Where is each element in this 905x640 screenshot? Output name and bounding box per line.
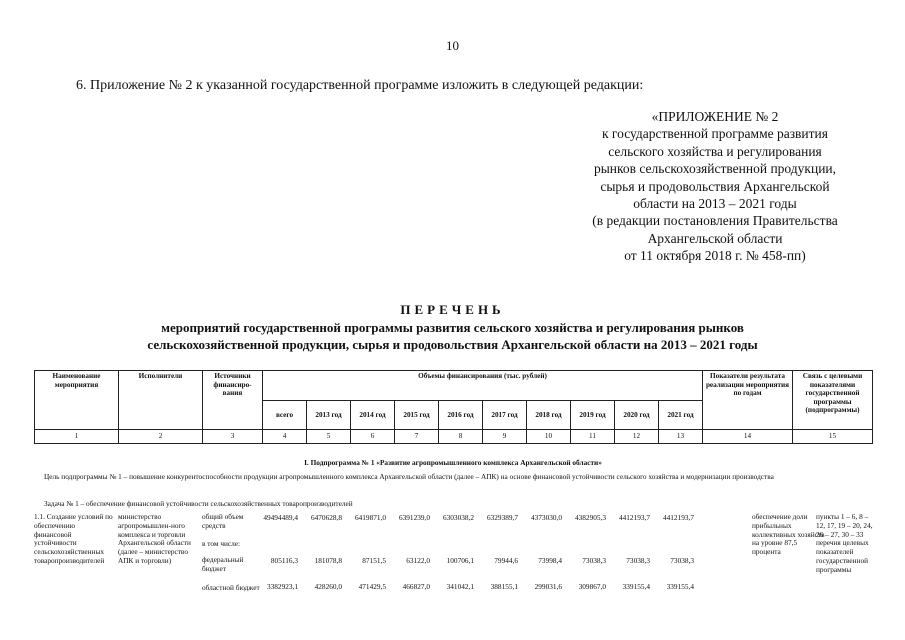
header-volumes: Объемы финансирования (тыс. рублей): [263, 371, 703, 401]
value-cell: 4412193,7: [618, 513, 650, 522]
column-number: 14: [703, 430, 793, 444]
source-total-label: общий объем средств: [202, 512, 244, 530]
subtitle-line: мероприятий государственной программы развития сельского хозяйства и регулирования рынков: [161, 320, 744, 335]
value-cell: 73038,3: [670, 556, 694, 565]
value-cell: 299031,6: [534, 582, 562, 591]
value-cell: 466827,0: [402, 582, 430, 591]
header-year: всего: [263, 400, 307, 430]
value-cell: 4382905,3: [574, 513, 606, 522]
header-name: Наименование мероприятия: [35, 371, 119, 430]
appendix-line: сырья и продовольствия Архангельской: [600, 178, 830, 194]
column-number: 12: [615, 430, 659, 444]
header-year: 2021 год: [659, 400, 703, 430]
measures-table: [34, 370, 873, 444]
column-number: 1: [35, 430, 119, 444]
appendix-header: [545, 108, 885, 265]
source-regional-label: областной бюджет: [202, 583, 260, 592]
page-number: 10: [446, 38, 459, 53]
column-number: 11: [571, 430, 615, 444]
subprogram-goal: Цель подпрограммы № 1 – повышение конкурентоспособности продукции агропромышленного комплекса Архангельской области (далее – АПК) на основе финансовой устойчивости сельского хозяйства и модернизации производства: [44, 472, 774, 481]
column-number: 5: [307, 430, 351, 444]
appendix-line: «ПРИЛОЖЕНИЕ № 2: [651, 109, 779, 124]
value-cell: 309867,0: [578, 582, 606, 591]
header-year: 2018 год: [527, 400, 571, 430]
value-cell: 4412193,7: [662, 513, 694, 522]
value-cell: 181078,8: [314, 556, 342, 565]
appendix-line: сельского хозяйства и регулирования: [608, 143, 822, 159]
header-year: 2015 год: [395, 400, 439, 430]
header-indicators: Показатели результата реализации мероприятия по годам: [703, 371, 793, 430]
column-number: 6: [351, 430, 395, 444]
column-number: 3: [203, 430, 263, 444]
column-number: 9: [483, 430, 527, 444]
value-cell: 339155,4: [622, 582, 650, 591]
appendix-line: (в редакции постановления Правительства: [592, 213, 838, 229]
measure-executor: министерство агропромышлен-ного комплекса и торговли Архангельской области (далее – министерство АПК и торговли): [118, 512, 191, 565]
appendix-line: к государственной программе развития: [602, 126, 828, 142]
value-cell: 6329389,7: [486, 513, 518, 522]
header-year: 2019 год: [571, 400, 615, 430]
value-cell: 73038,3: [582, 556, 606, 565]
column-number: 2: [119, 430, 203, 444]
value-cell: 805116,3: [270, 556, 298, 565]
task-heading: Задача № 1 – обеспечение финансовой устойчивости сельскохозяйственных товаропроизводителей: [44, 499, 353, 508]
value-cell: 73038,3: [626, 556, 650, 565]
measure-name: 1.1. Создание условий по обеспечению финансовой устойчивости сельскохозяйственных товаропроизводителей: [34, 512, 113, 565]
column-number: 13: [659, 430, 703, 444]
header-sources: Источники финансиро-вания: [203, 371, 263, 430]
target-link: пункты 1 – 6, 8 – 12, 17, 19 – 20, 24, 26 – 27, 30 – 33 перечня целевых показателей государственной программы: [816, 512, 873, 574]
appendix-line: от 11 октября 2018 г. № 458-пп): [624, 248, 806, 264]
value-cell: 6303038,2: [442, 513, 474, 522]
value-cell: 3382923,1: [266, 582, 298, 591]
subtitle-line: сельскохозяйственной продукции, сырья и продовольствия Архангельской области на 2013 – 2021 годы: [147, 336, 758, 352]
result-indicator: обеспечение доли прибыльных коллективных хозяйств на уровне 87,5 процента: [752, 512, 825, 557]
value-cell: 63122,0: [406, 556, 430, 565]
value-cell: 4373030,0: [530, 513, 562, 522]
value-cell: 428260,0: [314, 582, 342, 591]
value-cell: 87151,5: [362, 556, 386, 565]
header-year: 2020 год: [615, 400, 659, 430]
intro-paragraph: 6. Приложение № 2 к указанной государственной программе изложить в следующей редакции:: [76, 78, 644, 93]
document-subtitle: [60, 320, 845, 353]
including-label: в том числе:: [202, 539, 241, 548]
header-year: 2014 год: [351, 400, 395, 430]
subprogram-heading: I. Подпрограмма № 1 «Развитие агропромышленного комплекса Архангельской области»: [304, 458, 602, 467]
value-cell: 471429,5: [358, 582, 386, 591]
column-number: 15: [793, 430, 873, 444]
column-number: 10: [527, 430, 571, 444]
source-federal-label: федеральный бюджет: [202, 555, 244, 573]
value-cell: 100706,1: [446, 556, 474, 565]
header-executors: Исполнители: [119, 371, 203, 430]
value-cell: 79944,6: [494, 556, 518, 565]
value-cell: 388155,1: [490, 582, 518, 591]
header-year: 2013 год: [307, 400, 351, 430]
value-cell: 339155,4: [666, 582, 694, 591]
value-cell: 6470628,8: [310, 513, 342, 522]
header-year: 2017 год: [483, 400, 527, 430]
appendix-line: области на 2013 – 2021 годы: [633, 196, 797, 212]
document-title: ПЕРЕЧЕНЬ: [400, 302, 505, 317]
column-number: 4: [263, 430, 307, 444]
value-cell: 49494489,4: [263, 513, 298, 522]
header-link: Связь с целевыми показателями государственной программы (подпрограммы): [793, 371, 873, 430]
column-number: 7: [395, 430, 439, 444]
value-cell: 73998,4: [538, 556, 562, 565]
header-year: 2016 год: [439, 400, 483, 430]
appendix-line: Архангельской области: [647, 230, 783, 246]
value-cell: 341042,1: [446, 582, 474, 591]
value-cell: 6391239,0: [398, 513, 430, 522]
appendix-line: рынков сельскохозяйственной продукции,: [593, 161, 837, 177]
value-cell: 6419871,0: [354, 513, 386, 522]
column-number: 8: [439, 430, 483, 444]
